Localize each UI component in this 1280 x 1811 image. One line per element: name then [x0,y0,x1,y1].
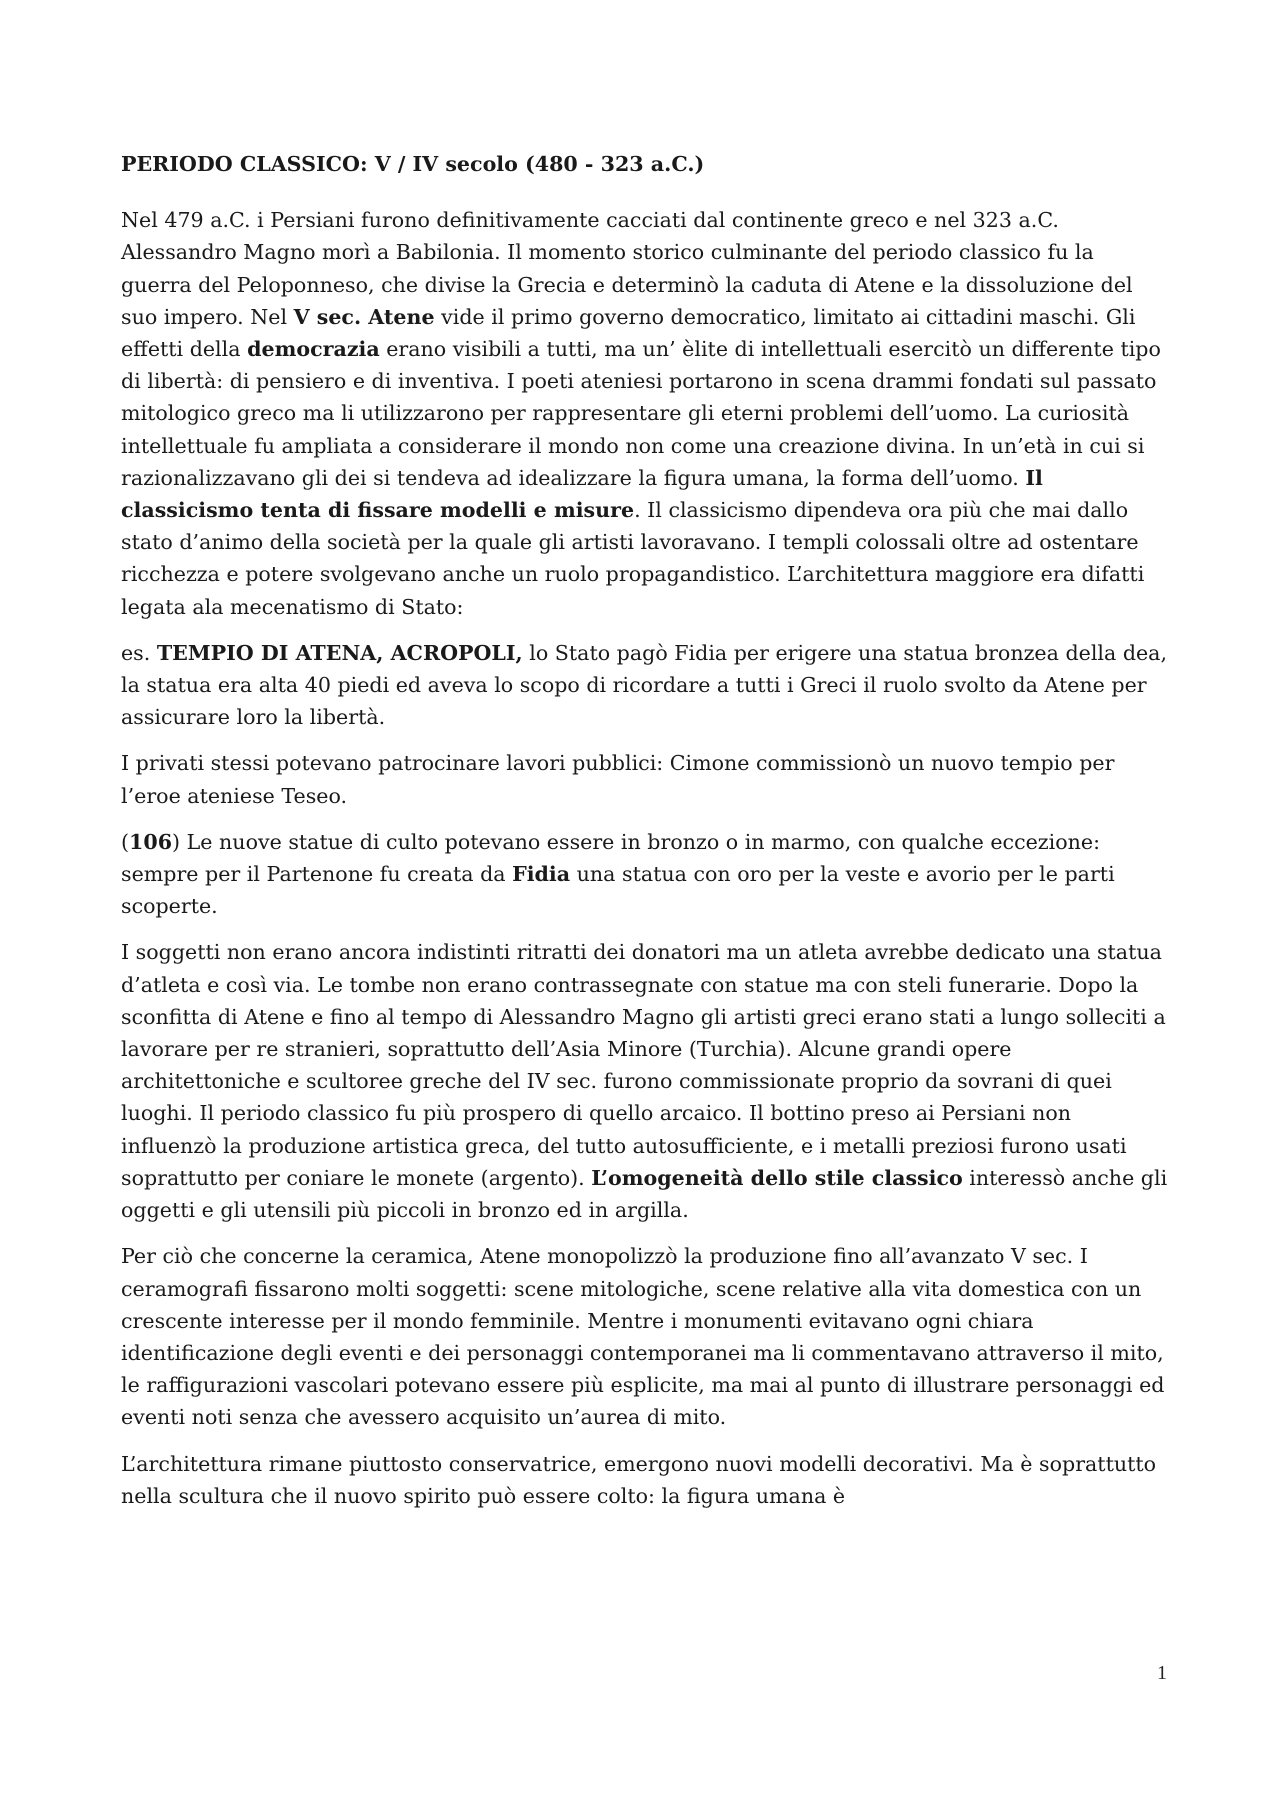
paragraph-text: es. [121,640,157,665]
paragraph-text: una statua con oro per la veste e avorio per le parti scoperte. [121,862,1115,919]
paragraph-text: I soggetti non erano ancora indistinti ritratti dei donatori ma un atleta avrebbe dedicato una statua d’atleta e così via. Le tombe non erano contrassegnate con statue ma con steli funerarie. Dopo la sconfitta di Atene e fino al tempo di Alessandro Magno gli artisti greci erano stati a lungo solleciti a lavorare per re stranieri, soprattutto dell’Asia Minore (Turchia). Alcune grandi opere architettoniche e scultoree greche del IV sec. furono commissionate proprio da sovrani di quei luoghi. Il periodo classico fu più prospero di quello arcaico. Il bottino preso ai Persiani non influenzò la produzione artistica greca, del tutto autosufficiente, e i metalli preziosi furono usati soprattutto per coniare le monete (argento). [121,940,1166,1190]
paragraph-text: ) Le nuove statue di culto potevano essere in bronzo o in marmo, con qualche eccezione: sempre per il Partenone fu creata da [121,829,1101,887]
bold-text: Il classicismo tenta di fissare modelli e misure [121,465,1043,523]
paragraph-7: L’architettura rimane piuttosto conservatrice, emergono nuovi modelli decorativi. Ma è soprattutto nella scultura che il nuovo spirito può essere colto: la figura umana è [121,1451,1157,1508]
bold-text: Fidia [512,862,571,887]
paragraph-2 [121,637,1169,734]
bold-text: L’omogeneità dello stile classico [591,1165,963,1190]
paragraph-text: . Il classicismo dipendeva ora più che mai dallo stato d’animo della società per la quale gli artisti lavoravano. I templi colossali oltre ad ostentare ricchezza e potere svolgevano anche un ruolo propagandistico. L’architettura maggiore era difatti legata ala mecenatismo di Stato: [121,498,1145,619]
document-title: PERIODO CLASSICO: V / IV secolo (480 - 323 a.C.) [121,152,705,176]
paragraph-text: Nel 479 a.C. i Persiani furono definitivamente cacciati dal continente greco e nel 323 a.C. Alessandro Magno morì a Babilonia. Il momento storico culminante del periodo classico fu la guerra del Peloponneso, che divise la Grecia e determinò la caduta di Atene e la dissoluzione del suo impero. Nel [121,208,1133,329]
bold-text: 106 [129,829,173,854]
document-body [121,148,1169,1526]
paragraph-text: lo Stato pagò Fidia per erigere una statua bronzea della dea, la statua era alta 40 piedi ed aveva lo scopo di ricordare a tutti i Greci il ruolo svolto da Atene per assicurare loro la libertà. [121,640,1168,730]
paragraph-text: vide il primo governo democratico, limitato ai cittadini maschi. Gli effetti della [121,304,1136,362]
bold-text: V sec. Atene [293,304,435,329]
paragraph-text: erano visibili a tutti, ma un’ èlite di intellettuali esercitò un differente tipo di libertà: di pensiero e di inventiva. I poeti ateniesi portarono in scena drammi fondati sul passato mitologico greco ma li utilizzarono per rappresentare gli eterni problemi dell’uomo. La curiosità intellettuale fu ampliata a considerare il mondo non come una creazione divina. In un’età in cui si razionalizzavano gli dei si tendeva ad idealizzare la figura umana, la forma dell’uomo. [121,337,1161,490]
paragraph-1 [121,204,1169,623]
paragraph-5 [121,936,1169,1226]
paragraph-6: Per ciò che concerne la ceramica, Atene monopolizzò la produzione fino all’avanzato V sec. I ceramografi fissarono molti soggetti: scene mitologiche, scene relative alla vita domestica con un crescente interesse per il mondo femminile. Mentre i monumenti evitavano ogni chiara identificazione degli eventi e dei personaggi contemporanei ma li commentavano attraverso il mito, le raffigurazioni vascolari potevano essere più esplicite, ma mai al punto di illustrare personaggi ed eventi noti senza che avessero acquisito un’aurea di mito. [121,1244,1165,1430]
paragraph-3: I privati stessi potevano patrocinare lavori pubblici: Cimone commissionò un nuovo tempio per l’eroe ateniese Teseo. [121,751,1115,808]
page-number: 1 [1157,1662,1167,1684]
bold-text: democrazia [247,337,380,362]
paragraph-4 [121,826,1169,923]
bold-text: TEMPIO DI ATENA, ACROPOLI, [156,640,523,665]
paragraph-text: interessò anche gli oggetti e gli utensili più piccoli in bronzo ed in argilla. [121,1165,1168,1223]
paragraph-text: ( [121,829,130,854]
